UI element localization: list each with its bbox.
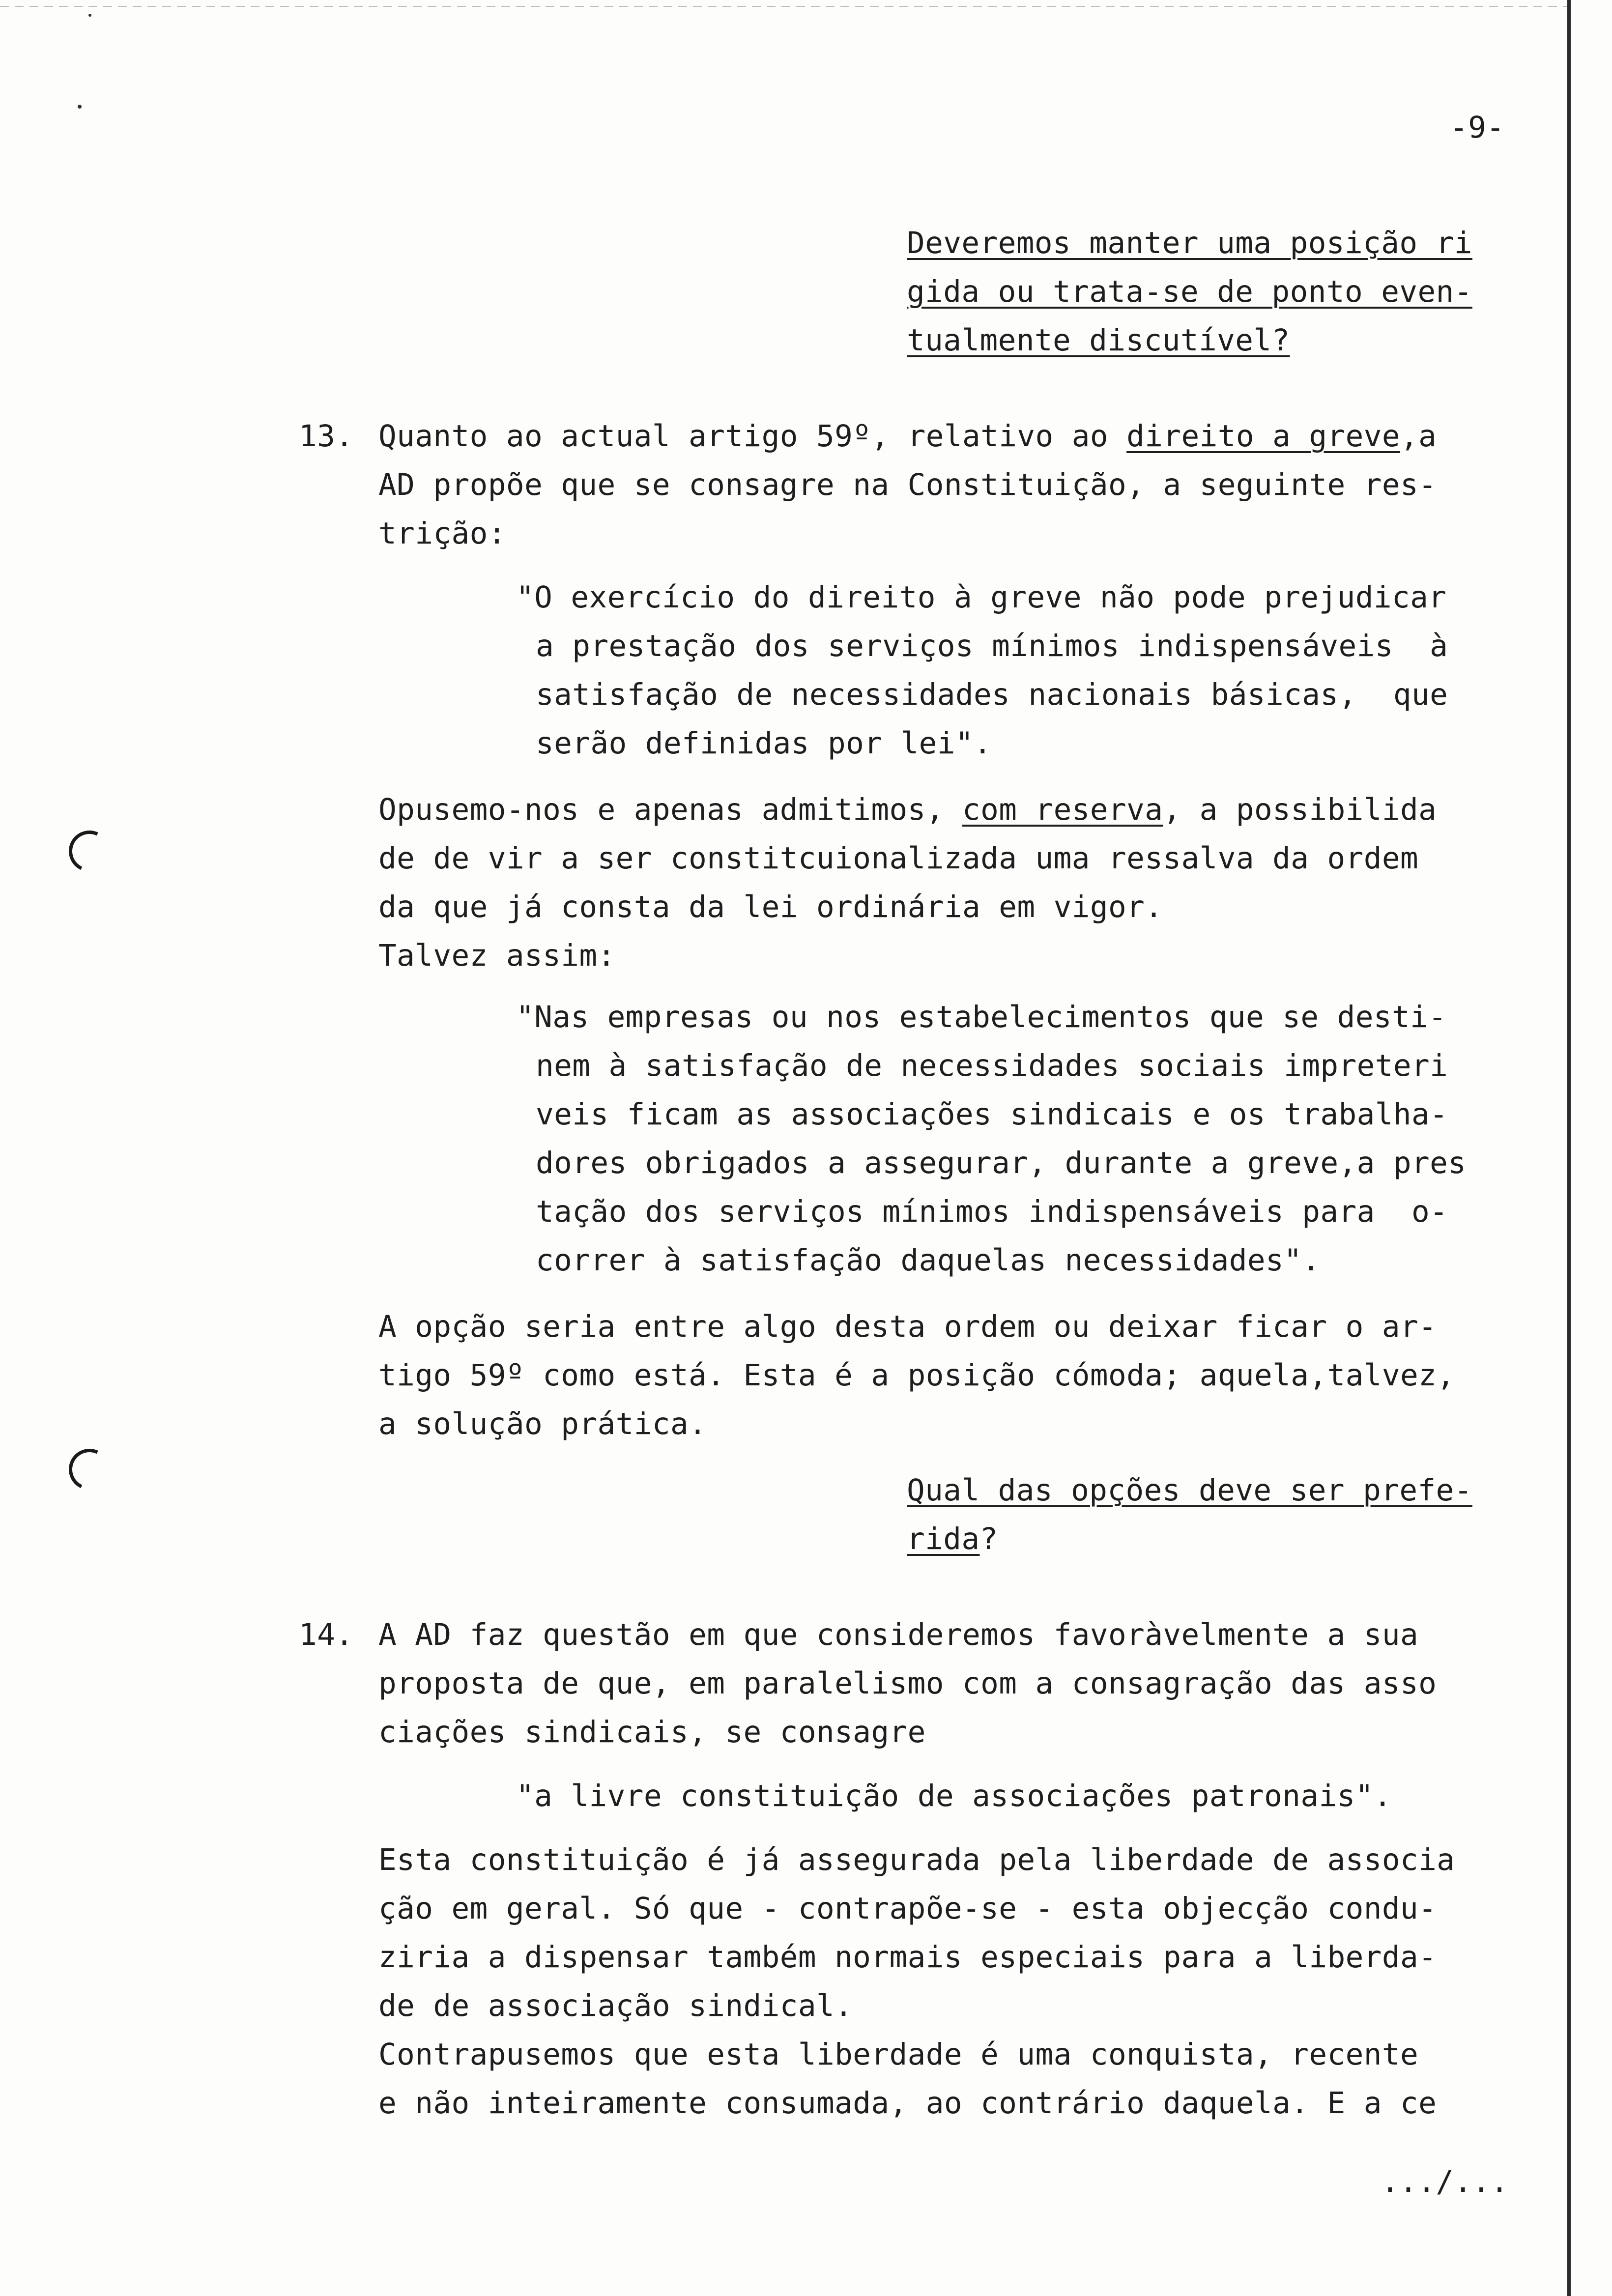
paragraph-line: ciações sindicais, se consagre	[378, 1715, 926, 1750]
question-line: gida ou trata-se de ponto even-	[907, 274, 1472, 309]
scan-speck	[88, 14, 91, 17]
quoted-proposal-line: serão definidas por lei".	[536, 726, 992, 761]
scan-speck	[78, 105, 82, 109]
quoted-alternative-line: tação dos serviços mínimos indispensáveis para o-	[536, 1194, 1448, 1229]
paragraph-line: A opção seria entre algo desta ordem ou deixar ficar o ar-	[378, 1309, 1437, 1344]
paragraph-line: de de associação sindical.	[378, 1988, 853, 2023]
page-right-edge	[1567, 0, 1571, 2296]
paragraph-line: tigo 59º como está. Esta é a posição cómoda; aquela,talvez,	[378, 1358, 1455, 1393]
question-line: rida?	[907, 1521, 998, 1556]
quoted-proposal-line: satisfação de necessidades nacionais básicas, que	[536, 677, 1448, 712]
paragraph-line: Contrapusemos que esta liberdade é uma conquista, recente	[378, 2037, 1419, 2072]
quoted-proposal-line: "a livre constituição de associações patronais".	[516, 1779, 1392, 1813]
paragraph-line: AD propõe que se consagre na Constituição, a seguinte res-	[378, 467, 1437, 502]
paragraph-line: Esta constituição é já assegurada pela liberdade de associa	[378, 1842, 1455, 1877]
quoted-alternative-line: nem à satisfação de necessidades sociais impreteri	[536, 1048, 1448, 1083]
paragraph-line: trição:	[378, 516, 506, 551]
paragraph-line: ção em geral. Só que - contrapõe-se - esta objecção condu-	[378, 1891, 1437, 1926]
question-line: tualmente discutível?	[907, 323, 1290, 358]
paragraph-line: proposta de que, em paralelismo com a consagração das asso	[378, 1666, 1437, 1701]
quoted-proposal-line: a prestação dos serviços mínimos indispensáveis à	[536, 629, 1448, 663]
question-line: Deveremos manter uma posição ri	[907, 226, 1472, 260]
punch-hole-mark	[63, 825, 116, 878]
paragraph-line: Quanto ao actual artigo 59º, relativo ao direito a greve,a	[378, 419, 1437, 454]
paragraph-line: de de vir a ser constitcuionalizada uma ressalva da ordem	[378, 841, 1419, 876]
item-number: 14.	[299, 1617, 354, 1652]
page-top-edge	[0, 6, 1567, 7]
paragraph-line: a solução prática.	[378, 1406, 707, 1441]
quoted-proposal-line: "O exercício do direito à greve não pode prejudicar	[516, 580, 1447, 615]
page-number: -9-	[1450, 110, 1505, 145]
quoted-alternative-line: correr à satisfação daquelas necessidades".	[536, 1243, 1321, 1278]
question-line: Qual das opções deve ser prefe-	[907, 1473, 1472, 1508]
paragraph-line: Talvez assim:	[378, 938, 616, 973]
paragraph-line: Opusemo-nos e apenas admitimos, com reserva, a possibilida	[378, 792, 1437, 827]
item-number: 13.	[299, 419, 354, 454]
paragraph-line: e não inteiramente consumada, ao contrário daquela. E a ce	[378, 2086, 1437, 2121]
quoted-alternative-line: "Nas empresas ou nos estabelecimentos que se desti-	[516, 1000, 1447, 1034]
paragraph-line: A AD faz questão em que consideremos favoràvelmente a sua	[378, 1617, 1419, 1652]
paragraph-line: ziria a dispensar também normais especiais para a liberda-	[378, 1940, 1437, 1975]
paragraph-line: da que já consta da lei ordinária em vigor.	[378, 890, 1163, 924]
quoted-alternative-line: dores obrigados a assegurar, durante a greve,a pres	[536, 1146, 1467, 1180]
continuation-mark: .../...	[1381, 2164, 1509, 2199]
quoted-alternative-line: veis ficam as associações sindicais e os trabalha-	[536, 1097, 1448, 1132]
punch-hole-mark	[63, 1443, 116, 1496]
